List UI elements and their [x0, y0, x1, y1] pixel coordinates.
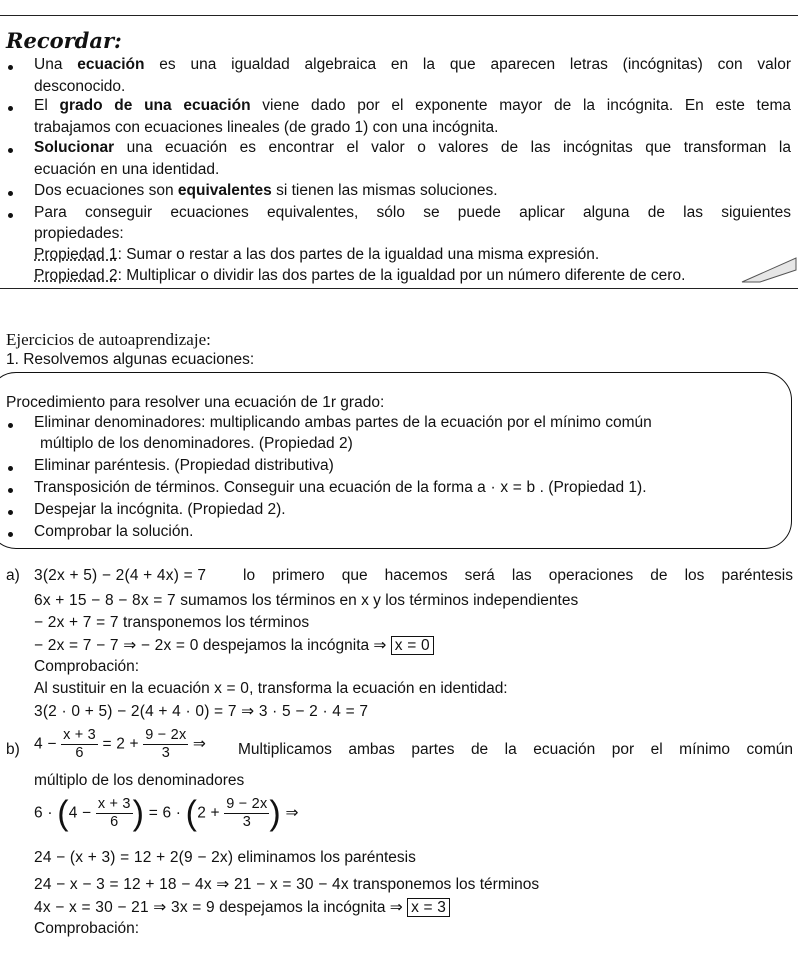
- ejercicios-item-1: 1. Resolvemos algunas ecuaciones:: [6, 351, 255, 368]
- bullet: [8, 65, 13, 70]
- ejercicio-a-line-7: 3(2 · 0 + 5) − 2(4 + 4 · 0) = 7 ⇒ 3 · 5 − 2 · 4 = 7: [34, 703, 369, 720]
- procedimiento-step-2: Eliminar paréntesis. (Propiedad distributiva): [34, 457, 334, 474]
- bullet: [8, 510, 13, 515]
- page-curl-shape: [740, 252, 798, 288]
- recordar-title: Recordar:: [6, 28, 122, 53]
- propiedad-1: Propiedad 1: Sumar o restar a las dos partes de la igualdad una misma expresión.: [34, 246, 600, 263]
- fraction: $\frac{x + 3}{6}$: [63, 727, 96, 761]
- bullet: [8, 488, 13, 493]
- ejercicio-a-line-4: − 2x = 7 − 7 ⇒ − 2x = 0 despejamos la incógnita ⇒ x = 0: [34, 636, 434, 655]
- procedimiento-step-1-line-1: Eliminar denominadores: multiplicando ambas partes de la ecuación por el mínimo común: [34, 414, 652, 431]
- ejercicio-a-line-6: Al sustituir en la ecuación x = 0, transforma la ecuación en identidad:: [34, 680, 508, 697]
- ejercicio-a-answer: x = 0: [391, 636, 434, 655]
- ejercicio-b-line-6: 4x − x = 30 − 21 ⇒ 3x = 9 despejamos la incógnita ⇒ x = 3: [34, 898, 450, 917]
- bullet: [8, 532, 13, 537]
- propiedad-2: Propiedad 2: Multiplicar o dividir las dos partes de la igualdad por un número diferente de cero.: [34, 267, 686, 284]
- ejercicio-b-note: Multiplicamos ambas partes de la ecuación por el mínimo común: [238, 741, 793, 758]
- bullet: [8, 423, 13, 428]
- recordar-item-1-line-1: Una ecuación es una igualdad algebraica en la que aparecen letras (incógnitas) con valor: [34, 56, 791, 73]
- recordar-item-5-line-2: propiedades:: [34, 225, 124, 242]
- top-rule: [0, 15, 798, 16]
- ejercicio-a-label: a): [6, 567, 20, 584]
- recordar-item-2-line-1: El grado de una ecuación viene dado por el exponente mayor de la incógnita. En este tema: [34, 97, 791, 114]
- fraction: $\frac{9 - 2x}{3}$: [226, 796, 268, 830]
- ejercicio-b-label: b): [6, 741, 20, 758]
- recordar-item-3-line-1: Solucionar una ecuación es encontrar el valor o valores de las incógnitas que transforman la: [34, 139, 791, 156]
- ejercicio-b-line-5: 24 − x − 3 = 12 + 18 − 4x ⇒ 21 − x = 30 − 4x transponemos los términos: [34, 876, 540, 893]
- bullet: [8, 106, 13, 111]
- procedimiento-step-5: Comprobar la solución.: [34, 523, 194, 540]
- procedimiento-title: Procedimiento para resolver una ecuación de 1r grado:: [6, 394, 385, 411]
- fraction: $\frac{x + 3}{6}$: [97, 796, 131, 830]
- ejercicio-a-comprobacion: Comprobación:: [34, 658, 140, 675]
- recordar-item-1-line-2: desconocido.: [34, 78, 126, 95]
- ejercicio-a-line-3: − 2x + 7 = 7 transponemos los términos: [34, 614, 310, 631]
- procedimiento-step-4: Despejar la incógnita. (Propiedad 2).: [34, 501, 286, 518]
- ejercicio-a-note: lo primero que hacemos será las operaciones de los paréntesis: [243, 567, 793, 584]
- fraction: $\frac{9 - 2x}{3}$: [145, 727, 187, 761]
- recordar-item-3-line-2: ecuación en una identidad.: [34, 161, 220, 178]
- ejercicio-a-line-2: 6x + 15 − 8 − 8x = 7 sumamos los términos en x y los términos independientes: [34, 592, 579, 609]
- ejercicio-b-equation: 4 − $\frac{x + 3}{6}$ = 2 + $\frac{9 - 2x}{3}$ ⇒: [34, 727, 207, 761]
- bullet: [8, 191, 13, 196]
- ejercicios-heading: Ejercicios de autoaprendizaje:: [6, 330, 211, 349]
- bullet: [8, 148, 13, 153]
- ejercicio-b-answer: x = 3: [407, 898, 450, 917]
- ejercicio-a-equation: 3(2x + 5) − 2(4 + 4x) = 7: [34, 567, 207, 584]
- recordar-item-5-line-1: Para conseguir ecuaciones equivalentes, sólo se puede aplicar alguna de las siguientes: [34, 204, 791, 221]
- ejercicio-b-line-4: 24 − (x + 3) = 12 + 2(9 − 2x) eliminamos los paréntesis: [34, 849, 416, 866]
- recordar-item-4: Dos ecuaciones son equivalentes si tienen las mismas soluciones.: [34, 182, 498, 199]
- section-rule: [0, 288, 798, 289]
- recordar-item-2-line-2: trabajamos con ecuaciones lineales (de grado 1) con una incógnita.: [34, 119, 499, 136]
- ejercicio-b-comprobacion: Comprobación:: [34, 920, 140, 937]
- procedimiento-step-1-line-2: múltiplo de los denominadores. (Propiedad 2): [40, 435, 353, 452]
- ejercicio-b-line-3: 6 · (4 − $\frac{x + 3}{6}$ ) = 6 · (2 + $\frac{9 - 2x}{3}$ ) ⇒: [34, 794, 299, 833]
- procedimiento-step-3: Transposición de términos. Conseguir una ecuación de la forma a · x = b . (Propiedad 1).: [34, 479, 647, 496]
- bullet: [8, 466, 13, 471]
- ejercicio-b-note-line-2: múltiplo de los denominadores: [34, 772, 245, 789]
- bullet: [8, 213, 13, 218]
